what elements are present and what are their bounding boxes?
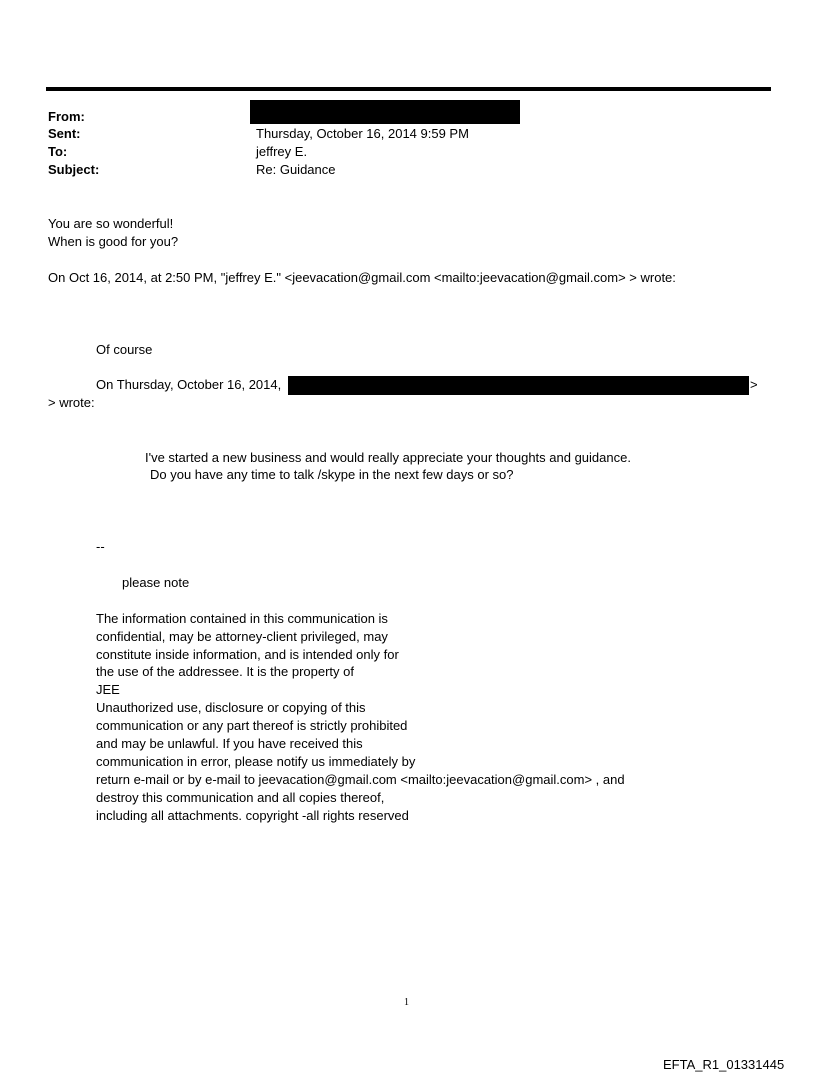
from-label: From:: [48, 109, 85, 124]
disclaimer-line: return e-mail or by e-mail to jeevacation@gmail.com <mailto:jeevacation@gmail.com> , and: [96, 772, 625, 787]
inner-message-line-2: Do you have any time to talk /skype in the next few days or so?: [150, 467, 514, 482]
document-id: EFTA_R1_01331445: [663, 1057, 785, 1072]
inner-attribution-start: On Thursday, October 16, 2014,: [96, 377, 282, 392]
reply-line-2: When is good for you?: [48, 234, 179, 249]
header-rule: [46, 87, 771, 91]
subject-value: Re: Guidance: [256, 162, 336, 177]
disclaimer-line: destroy this communication and all copies thereof,: [96, 790, 385, 805]
disclaimer-line: Unauthorized use, disclosure or copying of this: [96, 700, 366, 715]
subject-label: Subject:: [48, 162, 100, 177]
to-label: To:: [48, 144, 68, 159]
inner-attribution-gt: >: [750, 377, 758, 392]
disclaimer-line: JEE: [96, 682, 120, 697]
disclaimer-line: communication in error, please notify us immediately by: [96, 754, 416, 769]
disclaimer-line: constitute inside information, and is intended only for: [96, 647, 399, 662]
reply-line-1: You are so wonderful!: [48, 216, 174, 231]
disclaimer-line: and may be unlawful. If you have received this: [96, 736, 363, 751]
disclaimer-line: The information contained in this communication is: [96, 611, 388, 626]
disclaimer-line: the use of the addressee. It is the property of: [96, 664, 354, 679]
sender-redaction: [288, 376, 749, 395]
signature-separator: --: [96, 539, 105, 554]
page-number: 1: [404, 997, 409, 1008]
from-redaction: [250, 100, 520, 124]
disclaimer-line: communication or any part thereof is strictly prohibited: [96, 718, 408, 733]
sent-value: Thursday, October 16, 2014 9:59 PM: [256, 126, 469, 141]
to-value: jeffrey E.: [256, 144, 308, 159]
disclaimer-line: including all attachments. copyright -all rights reserved: [96, 808, 409, 823]
inner-attribution-end: > wrote:: [48, 395, 95, 410]
inner-message-line-1: I've started a new business and would really appreciate your thoughts and guidance.: [145, 450, 631, 465]
of-course-line: Of course: [96, 342, 153, 357]
disclaimer-line: confidential, may be attorney-client privileged, may: [96, 629, 388, 644]
quote-attribution: On Oct 16, 2014, at 2:50 PM, "jeffrey E." <jeevacation@gmail.com <mailto:jeevacation@gmail.com> > wrote:: [48, 270, 676, 285]
sent-label: Sent:: [48, 126, 81, 141]
please-note: please note: [122, 575, 190, 590]
